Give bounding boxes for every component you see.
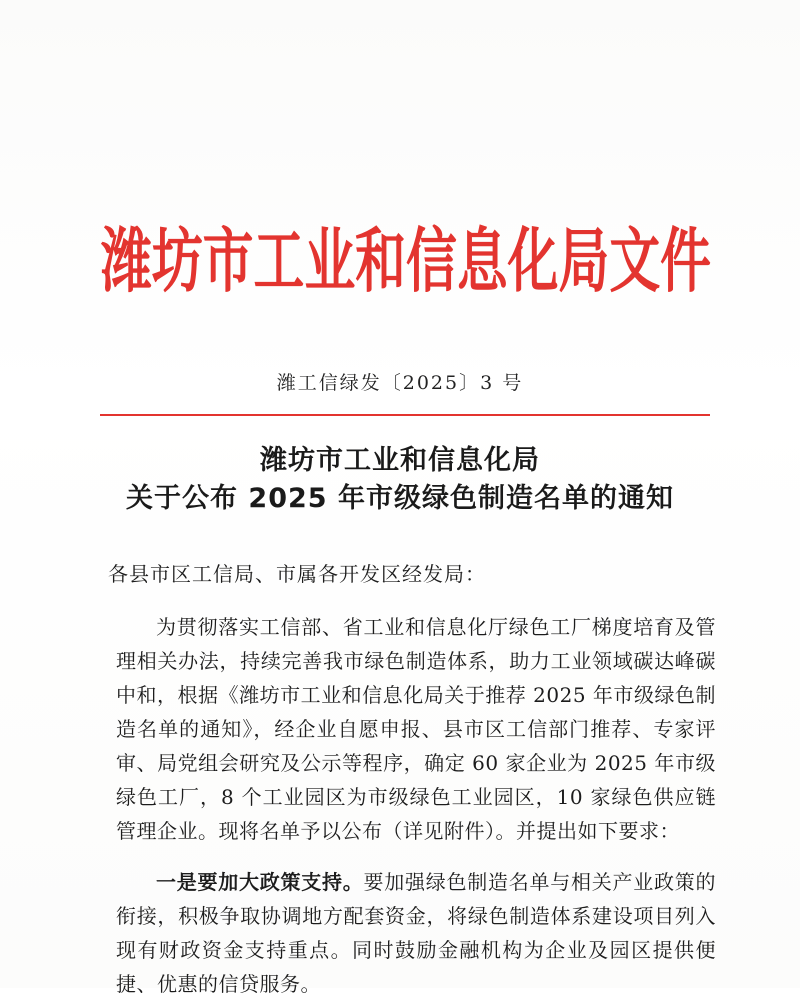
- notice-title-line1: 潍坊市工业和信息化局: [260, 445, 540, 476]
- body-paragraph-2: [116, 865, 716, 1001]
- red-separator-line: [100, 414, 710, 416]
- issuer-title: [86, 190, 726, 310]
- issuer-title-text: 潍坊市工业和信息化局文件: [100, 220, 712, 302]
- salutation: 各县市区工信局、市属各开发区经发局：: [108, 562, 486, 586]
- document-number: 潍工信绿发〔2025〕3 号: [276, 372, 524, 394]
- paragraph-2-lead: 一是要加大政策支持。: [156, 870, 364, 894]
- paragraph-2-text: 要加强绿色制造名单与相关产业政策的衔接，积极争取协调地方配套资金，将绿色制造体系建设项目列入现有财政资金支持重点。同时鼓励金融机构为企业及园区提供便捷、优惠的信贷服务。: [116, 870, 716, 996]
- notice-title-line2: 关于公布 2025 年市级绿色制造名单的通知: [126, 483, 674, 514]
- body-paragraph-1: 为贯彻落实工信部、省工业和信息化厅绿色工厂梯度培育及管理相关办法，持续完善我市绿色制造体系，助力工业领域碳达峰碳中和，根据《潍坊市工业和信息化局关于推荐 2025 年市级绿色制造名单的通知》，经企业自愿申报、县市区工信部门推荐、专家评审、局党组会研究及公示等程序，确定 60 家企业为 2025 年市级绿色工厂，8 个工业园区为市级绿色工业园区，10 家绿色供应链管理企业。现将名单予以公布（详见附件）。并提出如下要求：: [116, 615, 716, 843]
